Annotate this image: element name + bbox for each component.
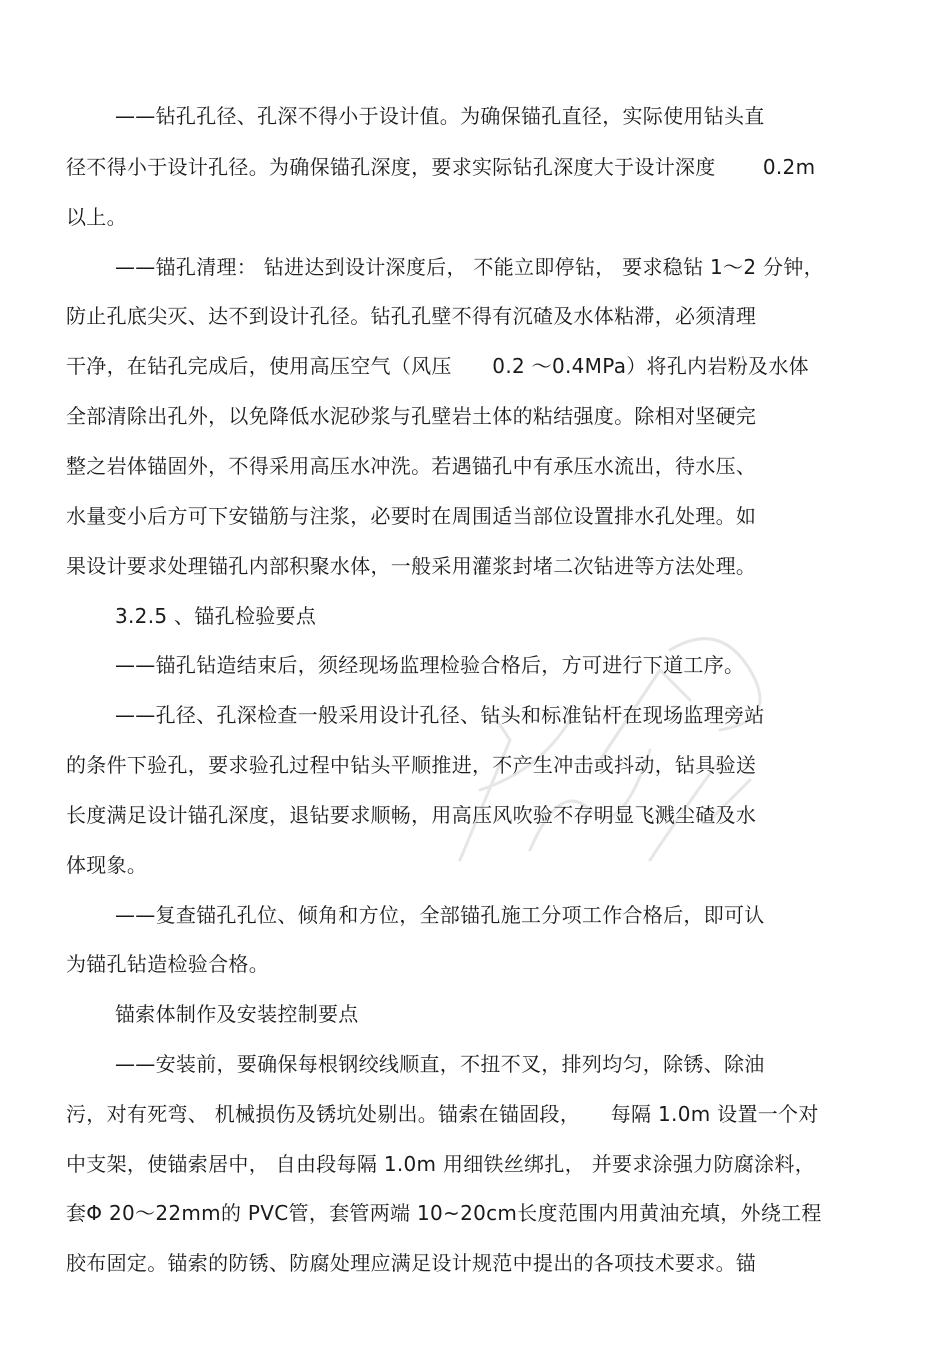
paragraph-line: 为锚孔钻造检验合格。	[66, 952, 269, 976]
paragraph-line: ——锚孔钻造结束后，须经现场监理检验合格后，方可进行下道工序。	[115, 653, 745, 677]
paragraph-line: ——锚孔清理： 钻进达到设计深度后， 不能立即停钻， 要求稳钻 1～2 分钟，	[115, 255, 824, 279]
paragraph-line: 的条件下验孔，要求验孔过程中钻头平顺推进，不产生冲击或抖动，钻具验送	[66, 753, 757, 777]
paragraph-line: 全部清除出孔外，以免降低水泥砂浆与孔壁岩土体的粘结强度。除相对坚硬完	[66, 404, 757, 428]
paragraph-line: ——孔径、孔深检查一般采用设计孔径、钻头和标准钻杆在现场监理旁站	[115, 703, 765, 727]
section-heading: 锚索体制作及安装控制要点	[115, 1002, 359, 1026]
paragraph-line: 径不得小于设计孔径。为确保锚孔深度，要求实际钻孔深度大于设计深度 0.2m	[66, 155, 816, 179]
paragraph-line: 套Φ 20～22mm的 PVC管，套管两端 10~20cm长度范围内用黄油充填，外绕工程	[66, 1201, 822, 1225]
paragraph-line: 污，对有死弯、 机械损伤及锈坑处剔出。锚索在锚固段， 每隔 1.0m 设置一个对	[66, 1102, 819, 1126]
paragraph-line: 干净，在钻孔完成后，使用高压空气（风压 0.2 ～0.4MPa）将孔内岩粉及水体	[66, 354, 809, 378]
paragraph-line: 胶布固定。锚索的防锈、防腐处理应满足设计规范中提出的各项技术要求。锚	[66, 1251, 757, 1275]
paragraph-line: 水量变小后方可下安锚筋与注浆，必要时在周围适当部位设置排水孔处理。如	[66, 504, 757, 528]
paragraph-line: ——复查锚孔孔位、倾角和方位，全部锚孔施工分项工作合格后，即可认	[115, 903, 765, 927]
paragraph-line: 长度满足设计锚孔深度，退钻要求顺畅，用高压风吹验不存明显飞溅尘碴及水	[66, 803, 757, 827]
paragraph-line: 防止孔底尖灭、达不到设计孔径。钻孔孔壁不得有沉碴及水体粘滞，必须清理	[66, 304, 757, 328]
paragraph-line: 以上。	[66, 205, 127, 229]
section-heading: 3.2.5 、锚孔检验要点	[115, 604, 317, 628]
paragraph-line: 果设计要求处理锚孔内部积聚水体，一般采用灌浆封堵二次钻进等方法处理。	[66, 554, 757, 578]
paragraph-line: ——钻孔孔径、孔深不得小于设计值。为确保锚孔直径，实际使用钻头直	[115, 104, 765, 128]
paragraph-line: ——安装前，要确保每根钢绞线顺直，不扭不叉，排列均匀，除锈、除油	[115, 1052, 765, 1076]
paragraph-line: 中支架，使锚索居中， 自由段每隔 1.0m 用细铁丝绑扎， 并要求涂强力防腐涂料，	[66, 1152, 816, 1176]
paragraph-line: 整之岩体锚固外，不得采用高压水冲洗。若遇锚孔中有承压水流出，待水压、	[66, 454, 757, 478]
paragraph-line: 体现象。	[66, 853, 148, 877]
